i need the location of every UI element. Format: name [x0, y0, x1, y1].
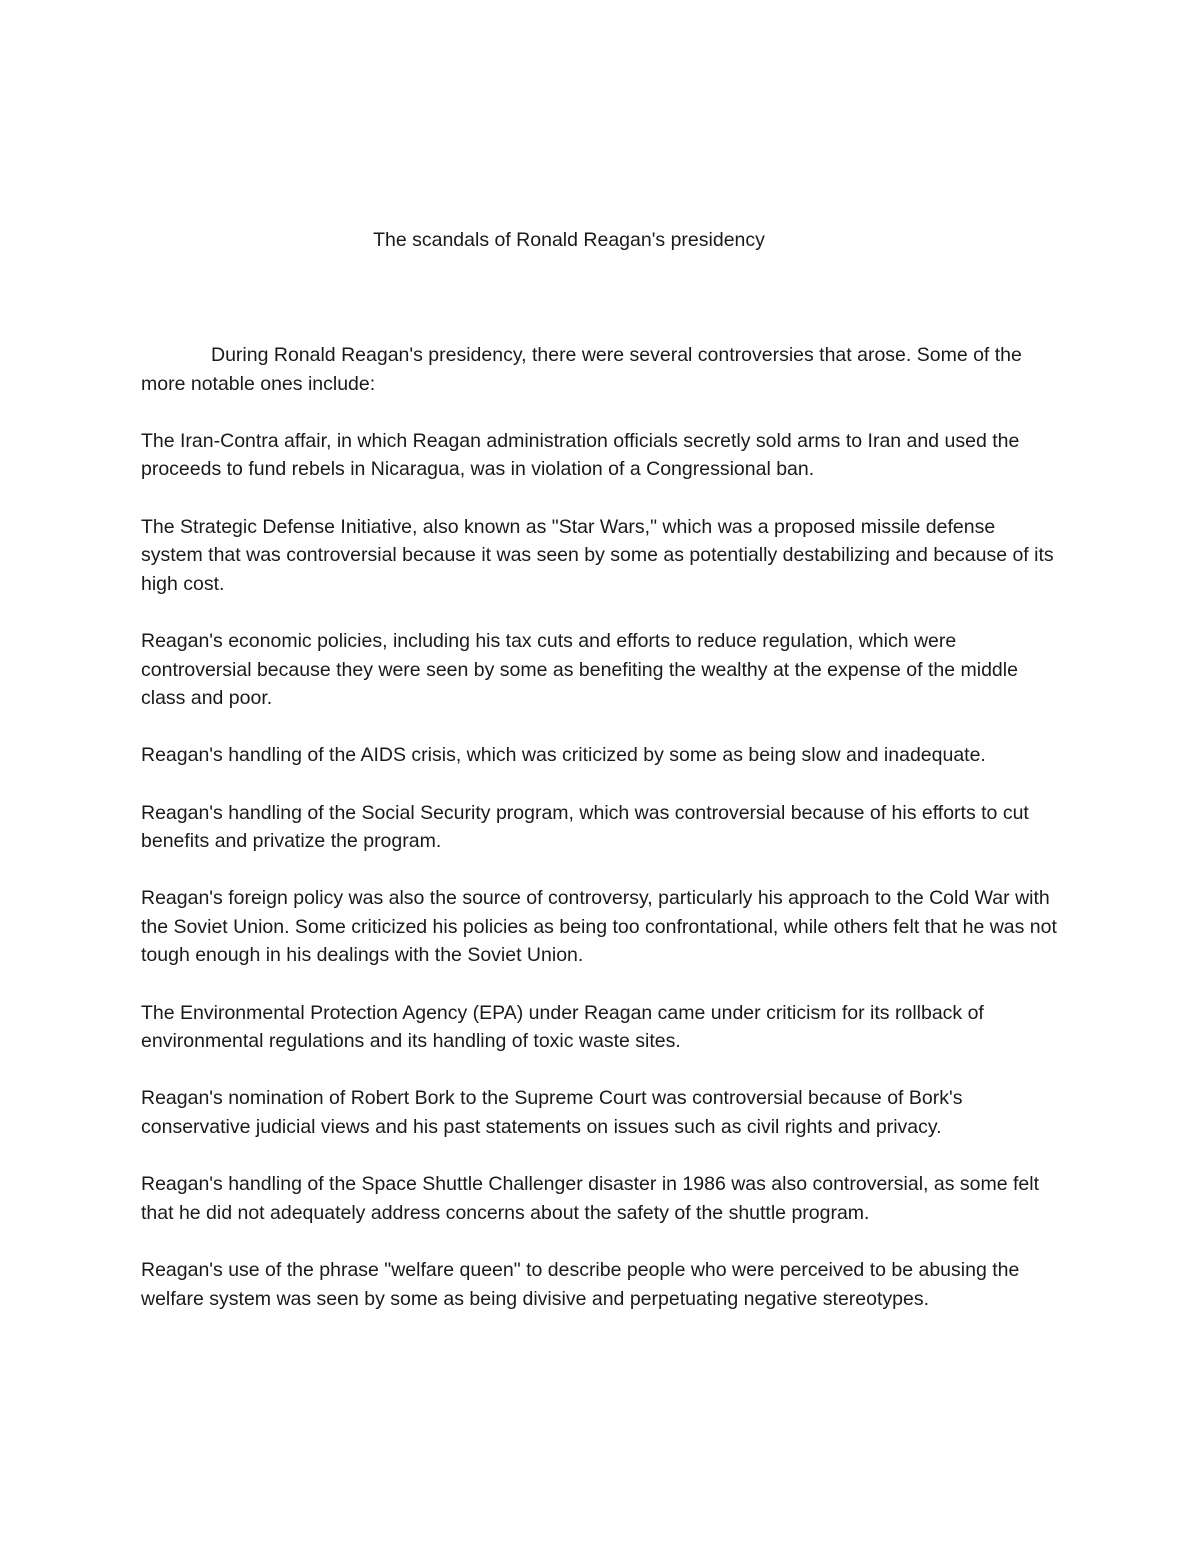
paragraph-social-security: Reagan's handling of the Social Security program, which was controversial because of his efforts to cut benefits and privatize the program. [141, 801, 1029, 853]
paragraph-welfare-queen: Reagan's use of the phrase "welfare queen" to describe people who were perceived to be abusing the welfare system was seen by some as being divisive and perpetuating negative stereotypes. [141, 1259, 1020, 1310]
paragraph-strategic-defense: The Strategic Defense Initiative, also known as "Star Wars," which was a proposed missile defense system that was controversial because it was seen by some as potentially destabilizing and because of its high cost. [141, 515, 1054, 595]
paragraph-bork-nomination: Reagan's nomination of Robert Bork to the Supreme Court was controversial because of Bork's conservative judicial views and his past statements on issues such as civil rights and privacy. [141, 1087, 963, 1139]
document-title: The scandals of Ronald Reagan's presidency [373, 229, 765, 251]
paragraph-economic-policies: Reagan's economic policies, including his tax cuts and efforts to reduce regulation, which were controversial because they were seen by some as benefiting the wealthy at the expense of the middle class and poor. [141, 629, 1018, 710]
paragraph-foreign-policy: Reagan's foreign policy was also the source of controversy, particularly his approach to the Cold War with the Soviet Union. Some criticized his policies as being too confrontational, while others felt that he was not tough enough in his dealings with the Soviet Union. [141, 887, 1057, 967]
paragraph-challenger-disaster: Reagan's handling of the Space Shuttle Challenger disaster in 1986 was also controversial, as some felt that he did not adequately address concerns about the safety of the shuttle program. [141, 1173, 1039, 1224]
paragraph-iran-contra: The Iran-Contra affair, in which Reagan administration officials secretly sold arms to Iran and used the proceeds to fund rebels in Nicaragua, was in violation of a Congressional ban. [141, 429, 1020, 481]
intro-paragraph: During Ronald Reagan's presidency, there were several controversies that arose. Some of the more notable ones include: [141, 344, 1022, 395]
paragraph-aids-crisis: Reagan's handling of the AIDS crisis, which was criticized by some as being slow and inadequate. [141, 744, 986, 767]
document-body [141, 341, 1061, 1342]
paragraph-epa: The Environmental Protection Agency (EPA) under Reagan came under criticism for its rollback of environmental regulations and its handling of toxic waste sites. [141, 1001, 984, 1053]
